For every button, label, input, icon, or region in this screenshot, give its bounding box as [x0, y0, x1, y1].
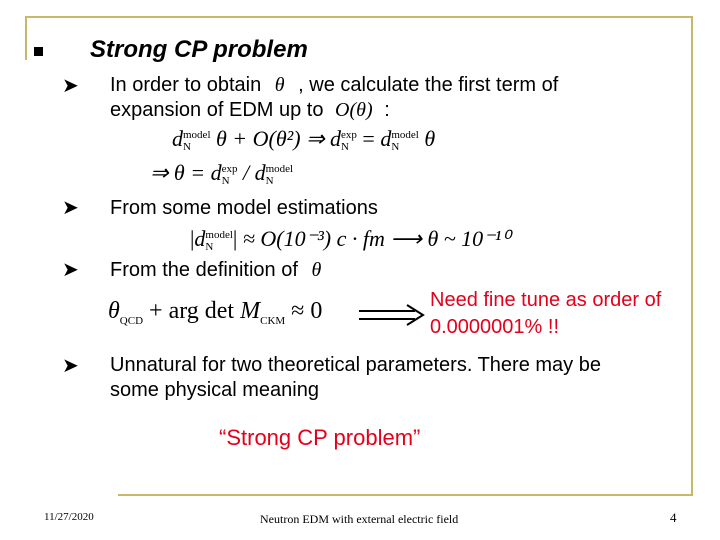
bullet-1-line2-post: : [384, 99, 390, 121]
eq1-d3: d [380, 126, 392, 151]
footer-date: 11/27/2020 [44, 511, 94, 523]
theta-symbol: θ [311, 259, 322, 281]
eq3-mid: ≈ O(10⁻³) c · fm ⟶ θ ~ 10⁻¹⁰ [242, 226, 511, 251]
eq3-n-sub: N [205, 240, 214, 253]
eq1-end: θ [424, 126, 436, 151]
eq2-n-sub2: N [265, 174, 274, 187]
bullet-1-line1-pre: In order to obtain [110, 74, 262, 96]
arrow-bullet-icon: ➤ [62, 75, 79, 97]
frame-right-border [691, 16, 693, 496]
eq2-model-sup: model [265, 162, 294, 175]
eq4-end: ≈ 0 [291, 298, 323, 324]
fine-tune-line2: 0.0000001% !! [430, 316, 559, 338]
eq2-start: ⇒ θ = [150, 160, 206, 185]
eq2-n-sub: N [221, 174, 230, 187]
frame-left-border [25, 16, 27, 60]
bullet-3-text [110, 258, 321, 283]
strong-cp-conclusion: “Strong CP problem” [219, 425, 421, 450]
eq1-d2: d [330, 126, 342, 151]
frame-bottom-border [118, 494, 693, 496]
eq4-m: M [240, 298, 261, 324]
bullet-3-label: From the definition of [110, 259, 298, 281]
bullet-4-line2: some physical meaning [110, 379, 319, 401]
fine-tune-line1: Need fine tune as order of [430, 289, 662, 311]
eq1-mid: θ + O(θ²) ⇒ [216, 126, 325, 151]
bullet-1-line1-post: , we calculate the first term of [298, 74, 559, 96]
arrow-bullet-icon: ➤ [62, 355, 79, 377]
bullet-1-text [110, 73, 558, 123]
equation-model-estimate: |dmodel N | ≈ O(10⁻³) c · fm ⟶ θ ~ 10⁻¹⁰ [190, 226, 511, 253]
slide-title: Strong CP problem [90, 36, 308, 63]
footer-title: Neutron EDM with external electric field [260, 512, 459, 526]
eq1-n-sub: N [183, 140, 191, 153]
frame-top-border [25, 16, 693, 18]
equation-edm-expansion: dmodel N θ + O(θ²) ⇒ dexp N = dmodel N θ [172, 126, 436, 153]
eq4-mid: + arg det [149, 298, 235, 324]
bullet-4-line1: Unnatural for two theoretical parameters. There may be [110, 354, 601, 376]
eq1-model-sup2: model [391, 128, 419, 141]
implies-arrow-icon [357, 303, 427, 327]
eq1-d1: d [172, 126, 183, 151]
fine-tune-note [430, 287, 661, 341]
equation-strong-cp [108, 298, 322, 327]
order-theta: O(θ) [335, 99, 373, 121]
eq1-model-sup: model [183, 128, 211, 141]
equation-theta-ratio [150, 160, 293, 187]
eq2-d2: d [254, 160, 266, 185]
bullet-4-text [110, 353, 601, 403]
eq2-slash: / [242, 160, 250, 185]
page-number: 4 [670, 510, 677, 525]
eq2-exp-sup: exp [221, 162, 238, 175]
square-bullet-icon [34, 47, 43, 56]
bullet-1-line2-pre: expansion of EDM up to [110, 99, 324, 121]
eq2-d1: d [210, 160, 222, 185]
eq4-ckm-sub: CKM [260, 314, 286, 327]
bullet-2-text: From some model estimations [110, 197, 378, 219]
arrow-bullet-icon: ➤ [62, 197, 79, 219]
theta-symbol: θ [274, 74, 285, 96]
eq1-n-sub2: N [341, 140, 349, 153]
eq4-theta: θ [108, 298, 120, 324]
eq1-exp-sup: exp [341, 128, 357, 141]
eq4-qcd-sub: QCD [119, 314, 144, 327]
eq1-n-sub3: N [391, 140, 400, 153]
eq3-model-sup: model [205, 228, 233, 241]
arrow-bullet-icon: ➤ [62, 259, 79, 281]
eq3-d: d [194, 226, 206, 251]
